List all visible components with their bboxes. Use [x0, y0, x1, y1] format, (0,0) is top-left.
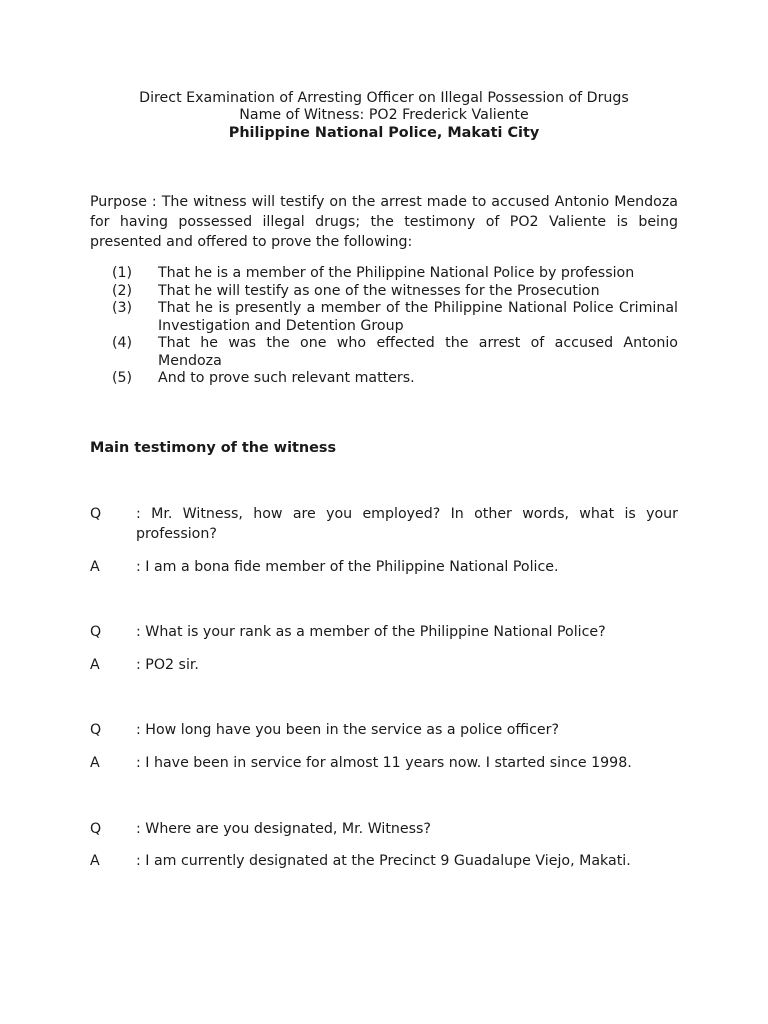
question-text: : Where are you designated, Mr. Witness? — [136, 821, 431, 837]
list-item — [90, 300, 678, 335]
list-item-number: (1) — [112, 265, 133, 281]
qa-block — [90, 720, 678, 740]
purpose-list — [90, 265, 678, 388]
answer-text: : PO2 sir. — [136, 657, 199, 673]
question-row — [90, 720, 678, 740]
question-text: : How long have you been in the service as a police officer? — [136, 722, 560, 738]
qa-block — [90, 504, 678, 544]
answer-text: : I have been in service for almost 11 years now. I started since 1998. — [136, 755, 632, 771]
list-item-text: That he was the one who effected the arrest of accused Antonio Mendoza — [158, 335, 678, 369]
answer-text: : I am a bona fide member of the Philippine National Police. — [136, 559, 559, 575]
answer-label: A — [90, 755, 100, 771]
qa-block — [90, 753, 678, 773]
qa-block — [90, 851, 678, 871]
list-item-number: (3) — [112, 300, 133, 316]
list-item-text: That he will testify as one of the witnesses for the Prosecution — [158, 282, 600, 299]
list-item — [90, 370, 678, 388]
list-item-number: (2) — [112, 282, 133, 299]
answer-label: A — [90, 657, 100, 673]
qa-block — [90, 655, 678, 675]
list-item-text: And to prove such relevant matters. — [158, 370, 415, 386]
header-witness-name: Name of Witness: PO2 Frederick Valiente — [239, 107, 529, 123]
question-label: Q — [90, 624, 102, 640]
list-item — [90, 335, 678, 370]
qa-block — [90, 557, 678, 577]
question-label: Q — [90, 722, 102, 738]
question-label: Q — [90, 506, 102, 522]
list-item — [90, 283, 678, 301]
question-text: : What is your rank as a member of the Philippine National Police? — [136, 624, 606, 640]
question-row — [90, 622, 678, 642]
answer-label: A — [90, 853, 100, 869]
list-item-number: (4) — [112, 335, 133, 351]
section-heading: Main testimony of the witness — [90, 440, 337, 456]
answer-row — [90, 753, 678, 773]
answer-row — [90, 655, 678, 675]
header-title: Direct Examination of Arresting Officer on Illegal Possession of Drugs — [139, 90, 629, 106]
answer-row — [90, 851, 678, 871]
list-item-text: That he is presently a member of the Philippine National Police Criminal Investigation and Detention Group — [158, 300, 678, 334]
answer-row — [90, 557, 678, 577]
answer-label: A — [90, 559, 100, 575]
question-text: : Mr. Witness, how are you employed? In other words, what is your profession? — [136, 506, 678, 542]
question-label: Q — [90, 821, 102, 837]
header-agency: Philippine National Police, Makati City — [228, 125, 540, 141]
question-row — [90, 504, 678, 544]
list-item-text: That he is a member of the Philippine National Police by profession — [158, 265, 635, 281]
question-row — [90, 819, 678, 839]
list-item — [90, 265, 678, 283]
answer-text: : I am currently designated at the Precinct 9 Guadalupe Viejo, Makati. — [136, 853, 631, 869]
list-item-number: (5) — [112, 370, 133, 386]
document-header — [90, 90, 678, 142]
qa-block — [90, 622, 678, 642]
qa-block — [90, 819, 678, 839]
purpose-paragraph: Purpose : The witness will testify on the arrest made to accused Antonio Mendoza for having possessed illegal drugs; the testimony of PO2 Valiente is being presented and offered to prove the following: — [90, 194, 678, 250]
